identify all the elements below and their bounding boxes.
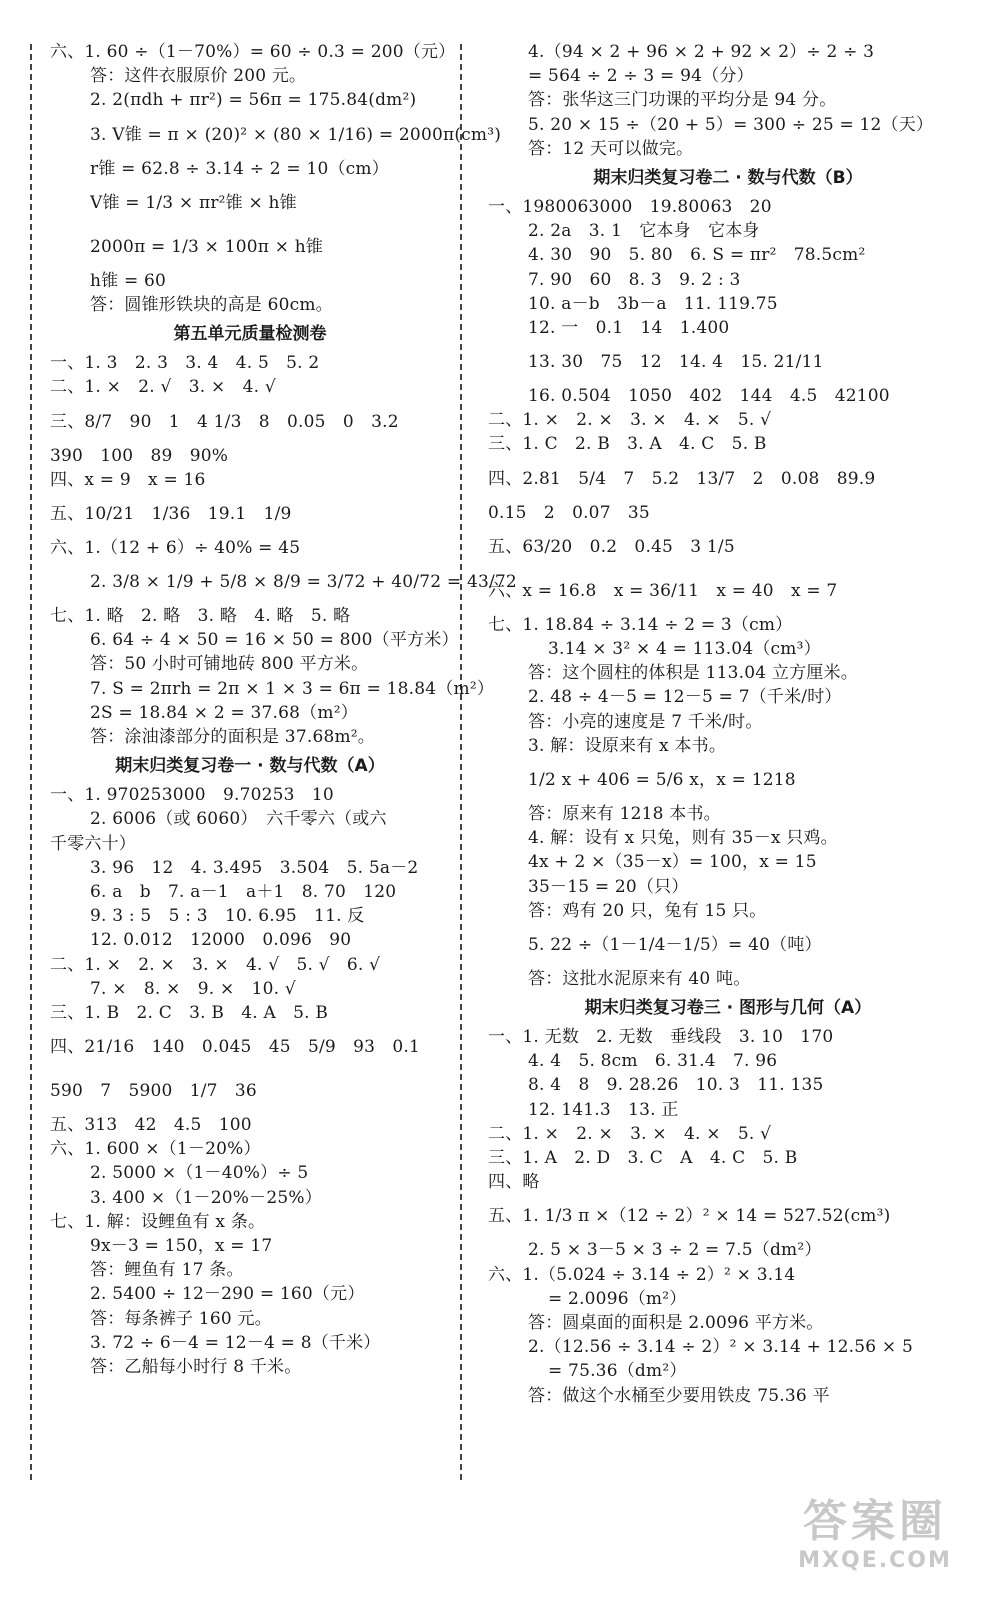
answer-line: 答：圆锥形铁块的高是 60cm。 [90, 294, 333, 315]
answer-line: 12. 0.012 12000 0.096 90 [90, 930, 352, 951]
answer-line: 3. 解：设原来有 x 本书。 [528, 735, 727, 756]
answer-line: 六、1. 60 ÷（1－70%）= 60 ÷ 0.3 = 200（元） [50, 42, 456, 62]
answer-line: 3.14 × 3² × 4 = 113.04（cm³） [548, 639, 821, 659]
answer-line: 答：每条裤子 160 元。 [90, 1308, 272, 1329]
answer-line: 35－15 = 20（只） [528, 876, 689, 897]
answer-line: 7. 90 60 8. 3 9. 2 : 3 [528, 269, 741, 290]
answer-line: 8. 4 8 9. 28.26 10. 3 11. 135 [528, 1075, 824, 1096]
column-divider [460, 44, 462, 1480]
answer-line: 2. 6006（或 6060） 六千零六（或六 [90, 809, 387, 830]
answer-line: 3. 72 ÷ 6－4 = 12－4 = 8（千米） [90, 1332, 381, 1353]
answer-line: 13. 30 75 12 14. 4 15. 21/11 [528, 352, 824, 373]
answer-line: 5. 20 × 15 ÷（20 + 5）= 300 ÷ 25 = 12（天） [528, 114, 934, 135]
answer-line: 七、1. 18.84 ÷ 3.14 ÷ 2 = 3（cm） [488, 614, 793, 635]
section-heading: 第五单元质量检测卷 [173, 324, 327, 345]
answer-line: 390 100 89 90% [50, 445, 229, 466]
right-column [488, 40, 968, 1408]
answer-line: 四、21/16 140 0.045 45 5/9 93 0.1 [50, 1037, 420, 1058]
answer-line: 五、63/20 0.2 0.45 3 1/5 [488, 536, 735, 557]
answer-line: 三、1. B 2. C 3. B 4. A 5. B [50, 1002, 329, 1023]
answer-line: 4. 30 90 5. 80 6. S = πr² 78.5cm² [528, 245, 866, 266]
answer-line: 2. 3/8 × 1/9 + 5/8 × 8/9 = 3/72 + 40/72 = 43/72 [90, 572, 517, 593]
answer-line: 4x + 2 ×（35－x）= 100，x = 15 [528, 852, 817, 873]
answer-line: 二、1. × 2. × 3. × 4. × 5. √ [488, 410, 772, 431]
watermark-text: 答案圈 [803, 1496, 947, 1547]
answer-line: 二、1. × 2. × 3. × 4. √ 5. √ 6. √ [50, 954, 381, 975]
answer-line: 0.15 2 0.07 35 [488, 502, 650, 523]
answer-line: 答：涂油漆部分的面积是 37.68m²。 [90, 727, 376, 747]
watermark-url: MXQE.COM [798, 1548, 952, 1573]
answer-line: 六、1.（12 + 6）÷ 40% = 45 [50, 537, 301, 558]
answer-line: 三、8/7 90 1 4 1/3 8 0.05 0 3.2 [50, 411, 399, 432]
answer-line: V锥 = 1/3 × πr²锥 × h锥 [90, 192, 297, 213]
answer-line: 二、1. × 2. √ 3. × 4. √ [50, 377, 276, 398]
answer-line: 三、1. A 2. D 3. C A 4. C 5. B [488, 1148, 798, 1168]
answer-line: 七、1. 略 2. 略 3. 略 4. 略 5. 略 [50, 606, 351, 627]
answer-line: 7. × 8. × 9. × 10. √ [90, 978, 296, 999]
answer-line: 七、1. 解：设鲤鱼有 x 条。 [50, 1211, 266, 1232]
answer-line: 答：圆桌面的面积是 2.0096 平方米。 [528, 1312, 824, 1333]
answer-line: 五、1. 1/3 π ×（12 ÷ 2）² × 14 = 527.52(cm³) [488, 1206, 891, 1227]
answer-line: 答：12 天可以做完。 [528, 138, 694, 159]
answer-line: 4. 4 5. 8cm 6. 31.4 7. 96 [528, 1051, 778, 1072]
answer-line: 2.（12.56 ÷ 3.14 ÷ 2）² × 3.14 + 12.56 × 5 [528, 1337, 913, 1358]
answer-line: 2. 2a 3. 1 它本身 它本身 [528, 221, 760, 242]
section-heading: 期末归类复习卷二 · 数与代数（B） [593, 167, 863, 188]
answer-line: 590 7 5900 1/7 36 [50, 1081, 257, 1102]
answer-line: 三、1. C 2. B 3. A 4. C 5. B [488, 434, 767, 455]
answer-line: 2. 5 × 3－5 × 3 ÷ 2 = 7.5（dm²） [528, 1240, 822, 1261]
answer-line: 3. V锥 = π × (20)² × (80 × 1/16) = 2000π(cm³) [90, 124, 502, 145]
answer-line: 一、1. 3 2. 3 3. 4 4. 5 5. 2 [50, 353, 320, 374]
answer-line: 答：这件衣服原价 200 元。 [90, 66, 307, 87]
answer-line: 答：原来有 1218 本书。 [528, 803, 721, 824]
answer-line: r锥 = 62.8 ÷ 3.14 ÷ 2 = 10（cm） [90, 158, 389, 179]
answer-line: 答：鸡有 20 只，兔有 15 只。 [528, 900, 767, 921]
answer-line: 答：小亮的速度是 7 千米/时。 [528, 711, 763, 732]
answer-line: 六、x = 16.8 x = 36/11 x = 40 x = 7 [488, 580, 838, 601]
answer-line: 千零六十） [50, 833, 136, 854]
answer-line: 4. 解：设有 x 只兔，则有 35－x 只鸡。 [528, 828, 838, 849]
answer-line: 2. 5400 ÷ 12－290 = 160（元） [90, 1284, 365, 1305]
answer-line: 答：这批水泥原来有 40 吨。 [528, 968, 751, 989]
answer-line: 6. 64 ÷ 4 × 50 = 16 × 50 = 800（平方米） [90, 630, 459, 651]
answer-line: 9. 3 : 5 5 : 3 10. 6.95 11. 反 [90, 906, 365, 927]
left-margin-rule [30, 44, 32, 1480]
section-heading: 期末归类复习卷一 · 数与代数（A） [115, 756, 385, 777]
answer-line: 1/2 x + 406 = 5/6 x，x = 1218 [528, 769, 796, 790]
answer-line: 3. 96 12 4. 3.495 3.504 5. 5a－2 [90, 857, 419, 878]
answer-line: 答：做这个水桶至少要用铁皮 75.36 平 [528, 1385, 830, 1406]
answer-line: = 75.36（dm²） [548, 1361, 687, 1382]
answer-line: 四、2.81 5/4 7 5.2 13/7 2 0.08 89.9 [488, 468, 876, 489]
answer-line: 五、313 42 4.5 100 [50, 1115, 252, 1136]
answer-line: 一、1. 无数 2. 无数 垂线段 3. 10 170 [488, 1027, 834, 1048]
answer-line: 五、10/21 1/36 19.1 1/9 [50, 503, 292, 524]
section-heading: 期末归类复习卷三 · 图形与几何（A） [584, 998, 872, 1019]
answer-line: 一、1980063000 19.80063 20 [488, 196, 772, 217]
answer-line: 16. 0.504 1050 402 144 4.5 42100 [528, 386, 890, 407]
answer-line: 2. 2(πdh + πr²) = 56π = 175.84(dm²) [90, 90, 417, 111]
answer-line: 9x－3 = 150，x = 17 [90, 1236, 273, 1256]
answer-line: h锥 = 60 [90, 270, 167, 291]
answer-line: 6. a b 7. a－1 a＋1 8. 70 120 [90, 881, 397, 902]
answer-line: 5. 22 ÷（1－1/4－1/5）= 40（吨） [528, 934, 822, 955]
answer-line: 12. 141.3 13. 正 [528, 1099, 679, 1120]
answer-line: 12. 一 0.1 14 1.400 [528, 317, 730, 338]
answer-line: 2S = 18.84 × 2 = 37.68（m²） [90, 702, 358, 723]
answer-line: 答：这个圆柱的体积是 113.04 立方厘米。 [528, 663, 858, 684]
answer-line: 2000π = 1/3 × 100π × h锥 [90, 236, 324, 257]
answer-line: 3. 400 ×（1－20%－25%） [90, 1187, 322, 1208]
answer-line: 一、1. 970253000 9.70253 10 [50, 785, 334, 806]
answer-line: 2. 5000 ×（1－40%）÷ 5 [90, 1163, 309, 1184]
answer-line: 答：鲤鱼有 17 条。 [90, 1260, 244, 1281]
answer-line: 答：乙船每小时行 8 千米。 [90, 1356, 302, 1377]
answer-line: 二、1. × 2. × 3. × 4. × 5. √ [488, 1123, 772, 1144]
answer-line: 答：张华这三门功课的平均分是 94 分。 [528, 90, 837, 111]
answer-line: 六、1. 600 ×（1－20%） [50, 1139, 261, 1160]
answer-line: 四、x = 9 x = 16 [50, 469, 206, 490]
answer-line: 7. S = 2πrh = 2π × 1 × 3 = 6π = 18.84（m²） [90, 678, 495, 699]
answer-line: 2. 48 ÷ 4－5 = 12－5 = 7（千米/时） [528, 687, 842, 708]
answer-line: 六、1.（5.024 ÷ 3.14 ÷ 2）² × 3.14 [488, 1264, 796, 1285]
answer-line: 四、略 [488, 1172, 540, 1193]
watermark-logo [770, 1496, 980, 1586]
answer-line: 4.（94 × 2 + 96 × 2 + 92 × 2）÷ 2 ÷ 3 [528, 42, 875, 62]
answer-line: = 2.0096（m²） [548, 1288, 687, 1309]
answer-line: = 564 ÷ 2 ÷ 3 = 94（分） [528, 66, 754, 87]
answer-line: 10. a－b 3b－a 11. 119.75 [528, 293, 778, 314]
answer-line: 答：50 小时可铺地砖 800 平方米。 [90, 654, 369, 675]
